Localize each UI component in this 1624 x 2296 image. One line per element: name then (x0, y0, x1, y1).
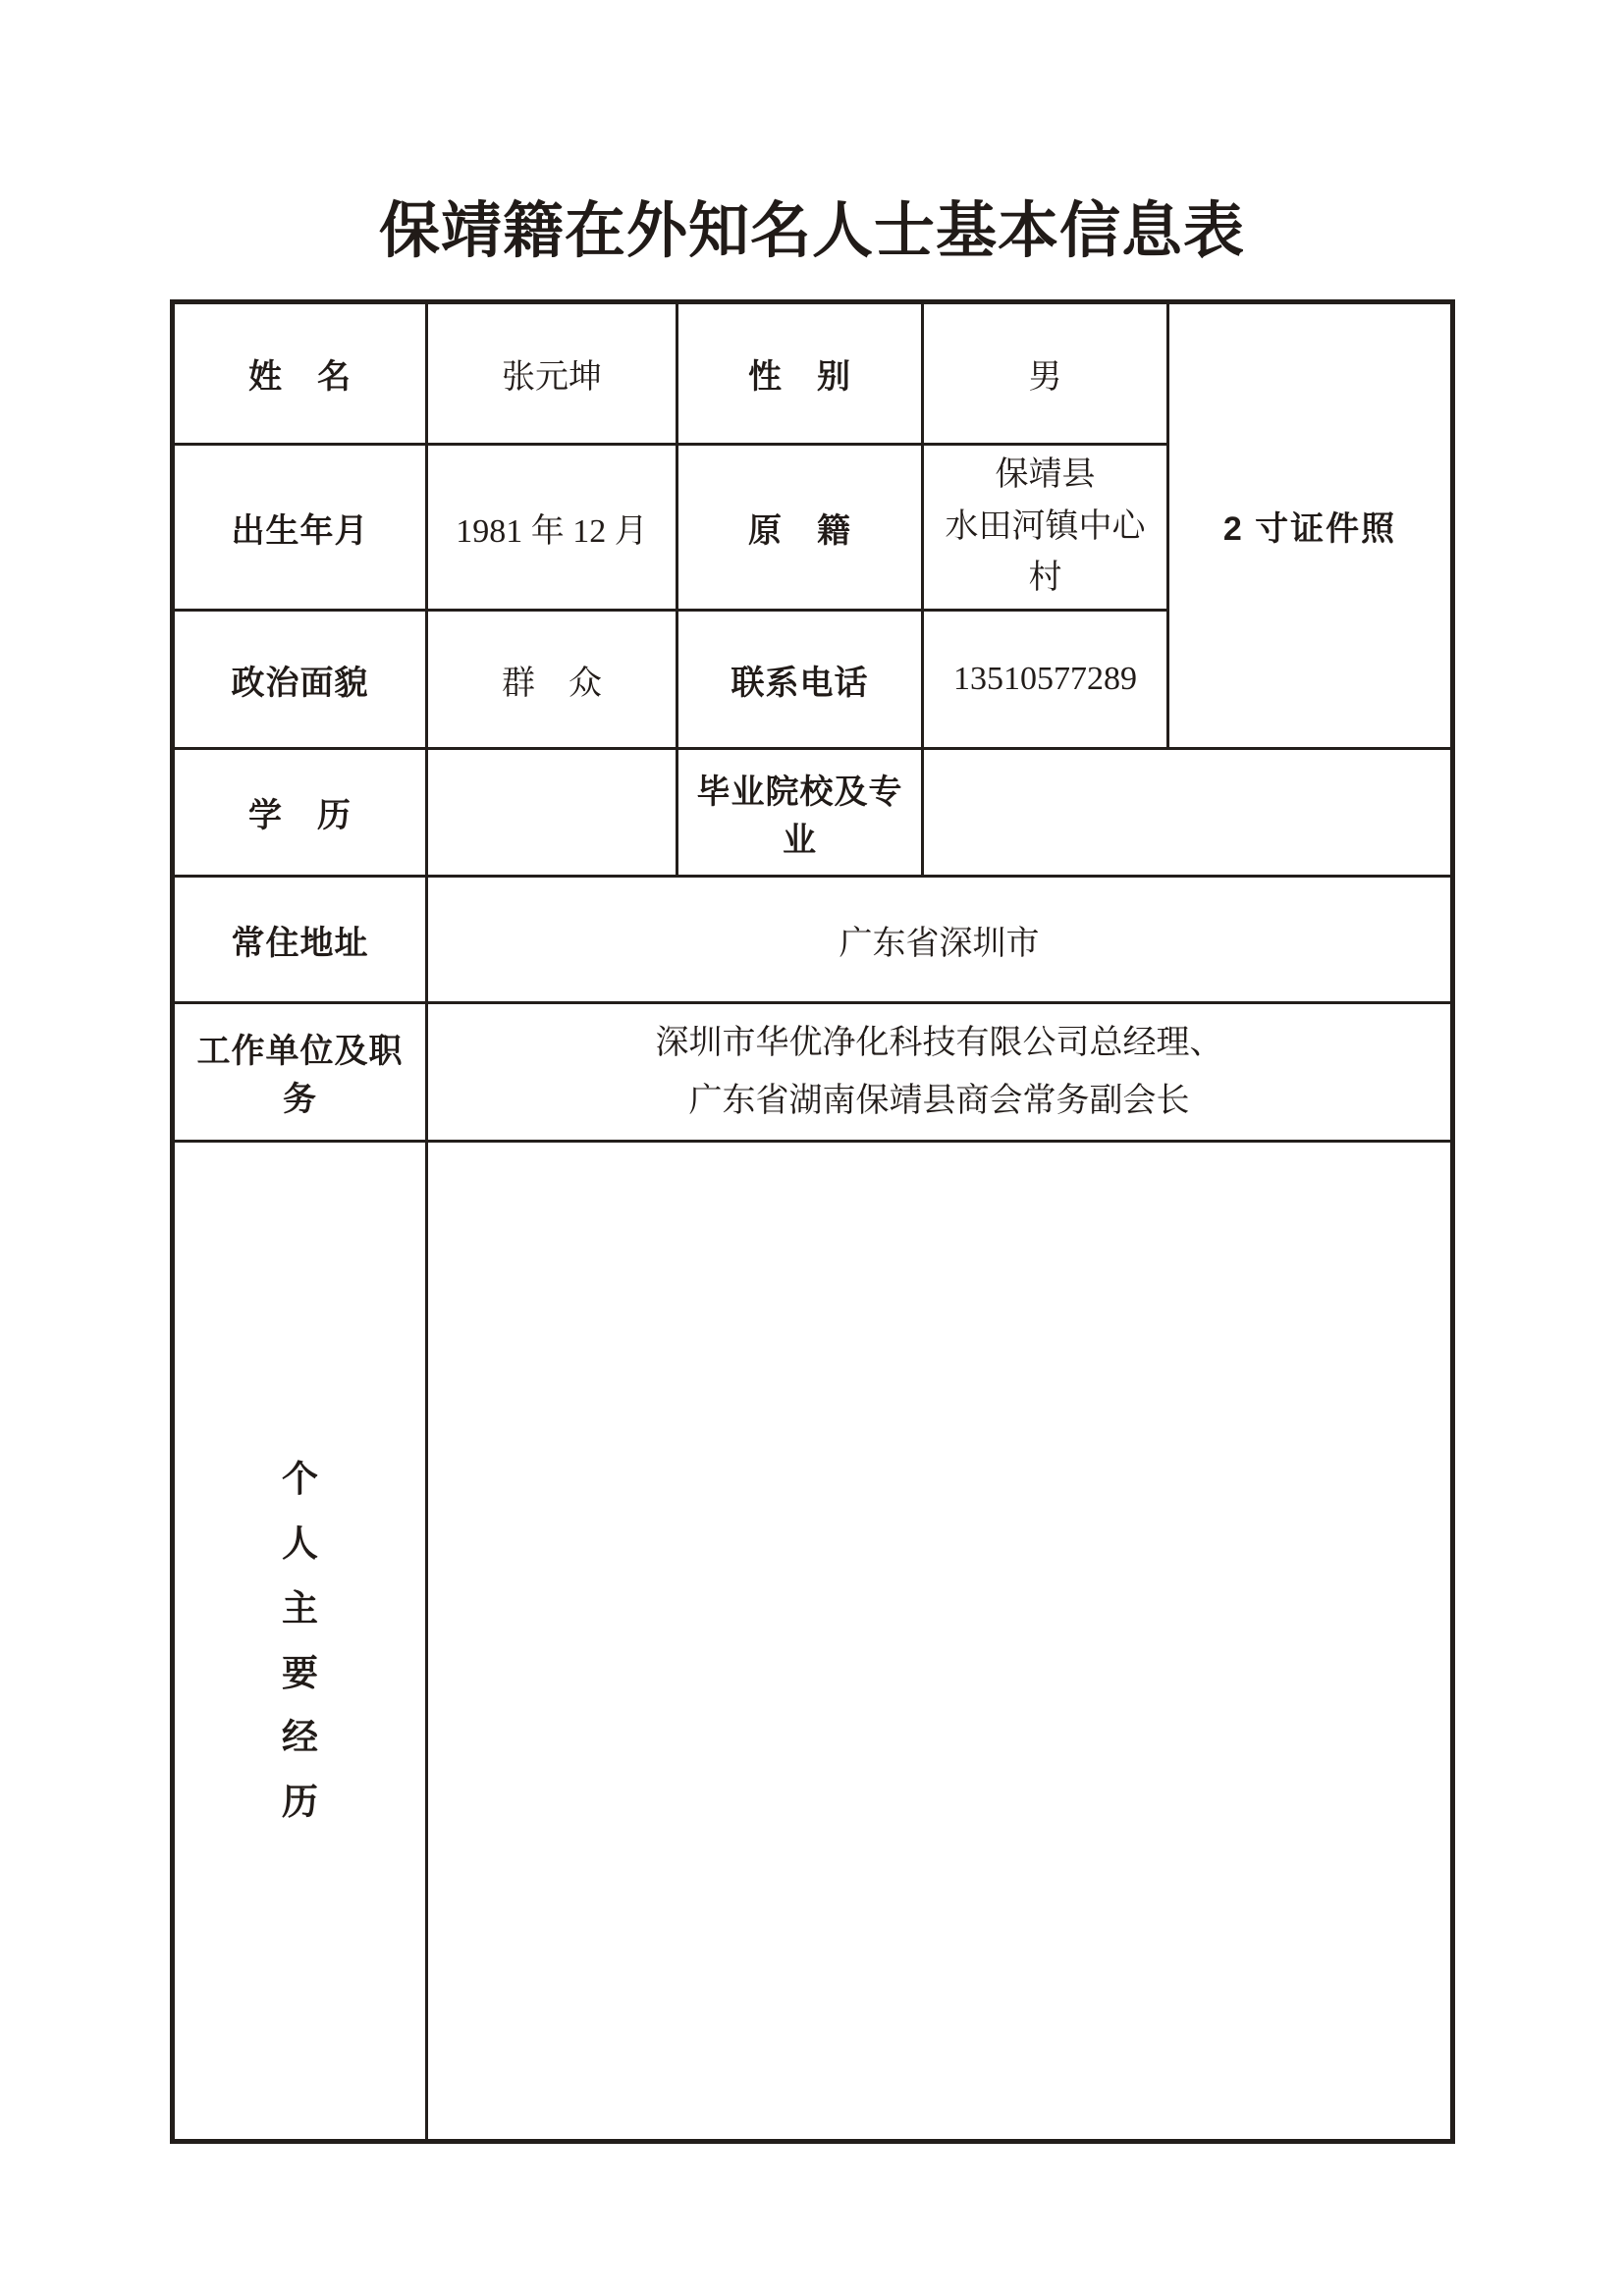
origin-value-line2: 水田河镇中心村 (945, 507, 1146, 597)
birth-label: 出生年月 (173, 445, 427, 611)
gender-value: 男 (923, 302, 1168, 445)
education-value (427, 749, 677, 877)
school-label: 毕业院校及专业 (677, 749, 923, 877)
origin-value (923, 445, 1168, 611)
birth-value: 1981 年 12 月 (427, 445, 677, 611)
photo-placeholder-cell: 2 寸证件照 (1168, 302, 1453, 749)
work-unit-value (427, 1003, 1453, 1142)
experience-value (427, 1142, 1453, 2142)
name-value: 张元坤 (427, 302, 677, 445)
table-row (173, 877, 1453, 1003)
school-value (923, 749, 1453, 877)
experience-label-cell (173, 1142, 427, 2142)
work-unit-value-line2: 广东省湖南保靖县商会常务副会长 (688, 1083, 1190, 1120)
political-status-value: 群 众 (427, 611, 677, 749)
info-table (170, 299, 1455, 2144)
page-title: 保靖籍在外知名人士基本信息表 (378, 198, 1245, 265)
table-row (173, 1142, 1453, 2142)
origin-value-line1: 保靖县 (995, 456, 1096, 493)
table-row (173, 749, 1453, 877)
experience-label: 个人主要经历 (281, 1458, 318, 1823)
phone-value: 13510577289 (923, 611, 1168, 749)
table-row (173, 302, 1453, 445)
name-label: 姓 名 (173, 302, 427, 445)
work-unit-value-line1: 深圳市华优净化科技有限公司总经理、 (655, 1024, 1223, 1061)
political-status-label: 政治面貌 (173, 611, 427, 749)
work-unit-label: 工作单位及职务 (173, 1003, 427, 1142)
address-label: 常住地址 (173, 877, 427, 1003)
gender-label: 性 别 (677, 302, 923, 445)
education-label: 学 历 (173, 749, 427, 877)
table-row (173, 1003, 1453, 1142)
origin-label: 原 籍 (677, 445, 923, 611)
phone-label: 联系电话 (677, 611, 923, 749)
address-value: 广东省深圳市 (427, 877, 1453, 1003)
